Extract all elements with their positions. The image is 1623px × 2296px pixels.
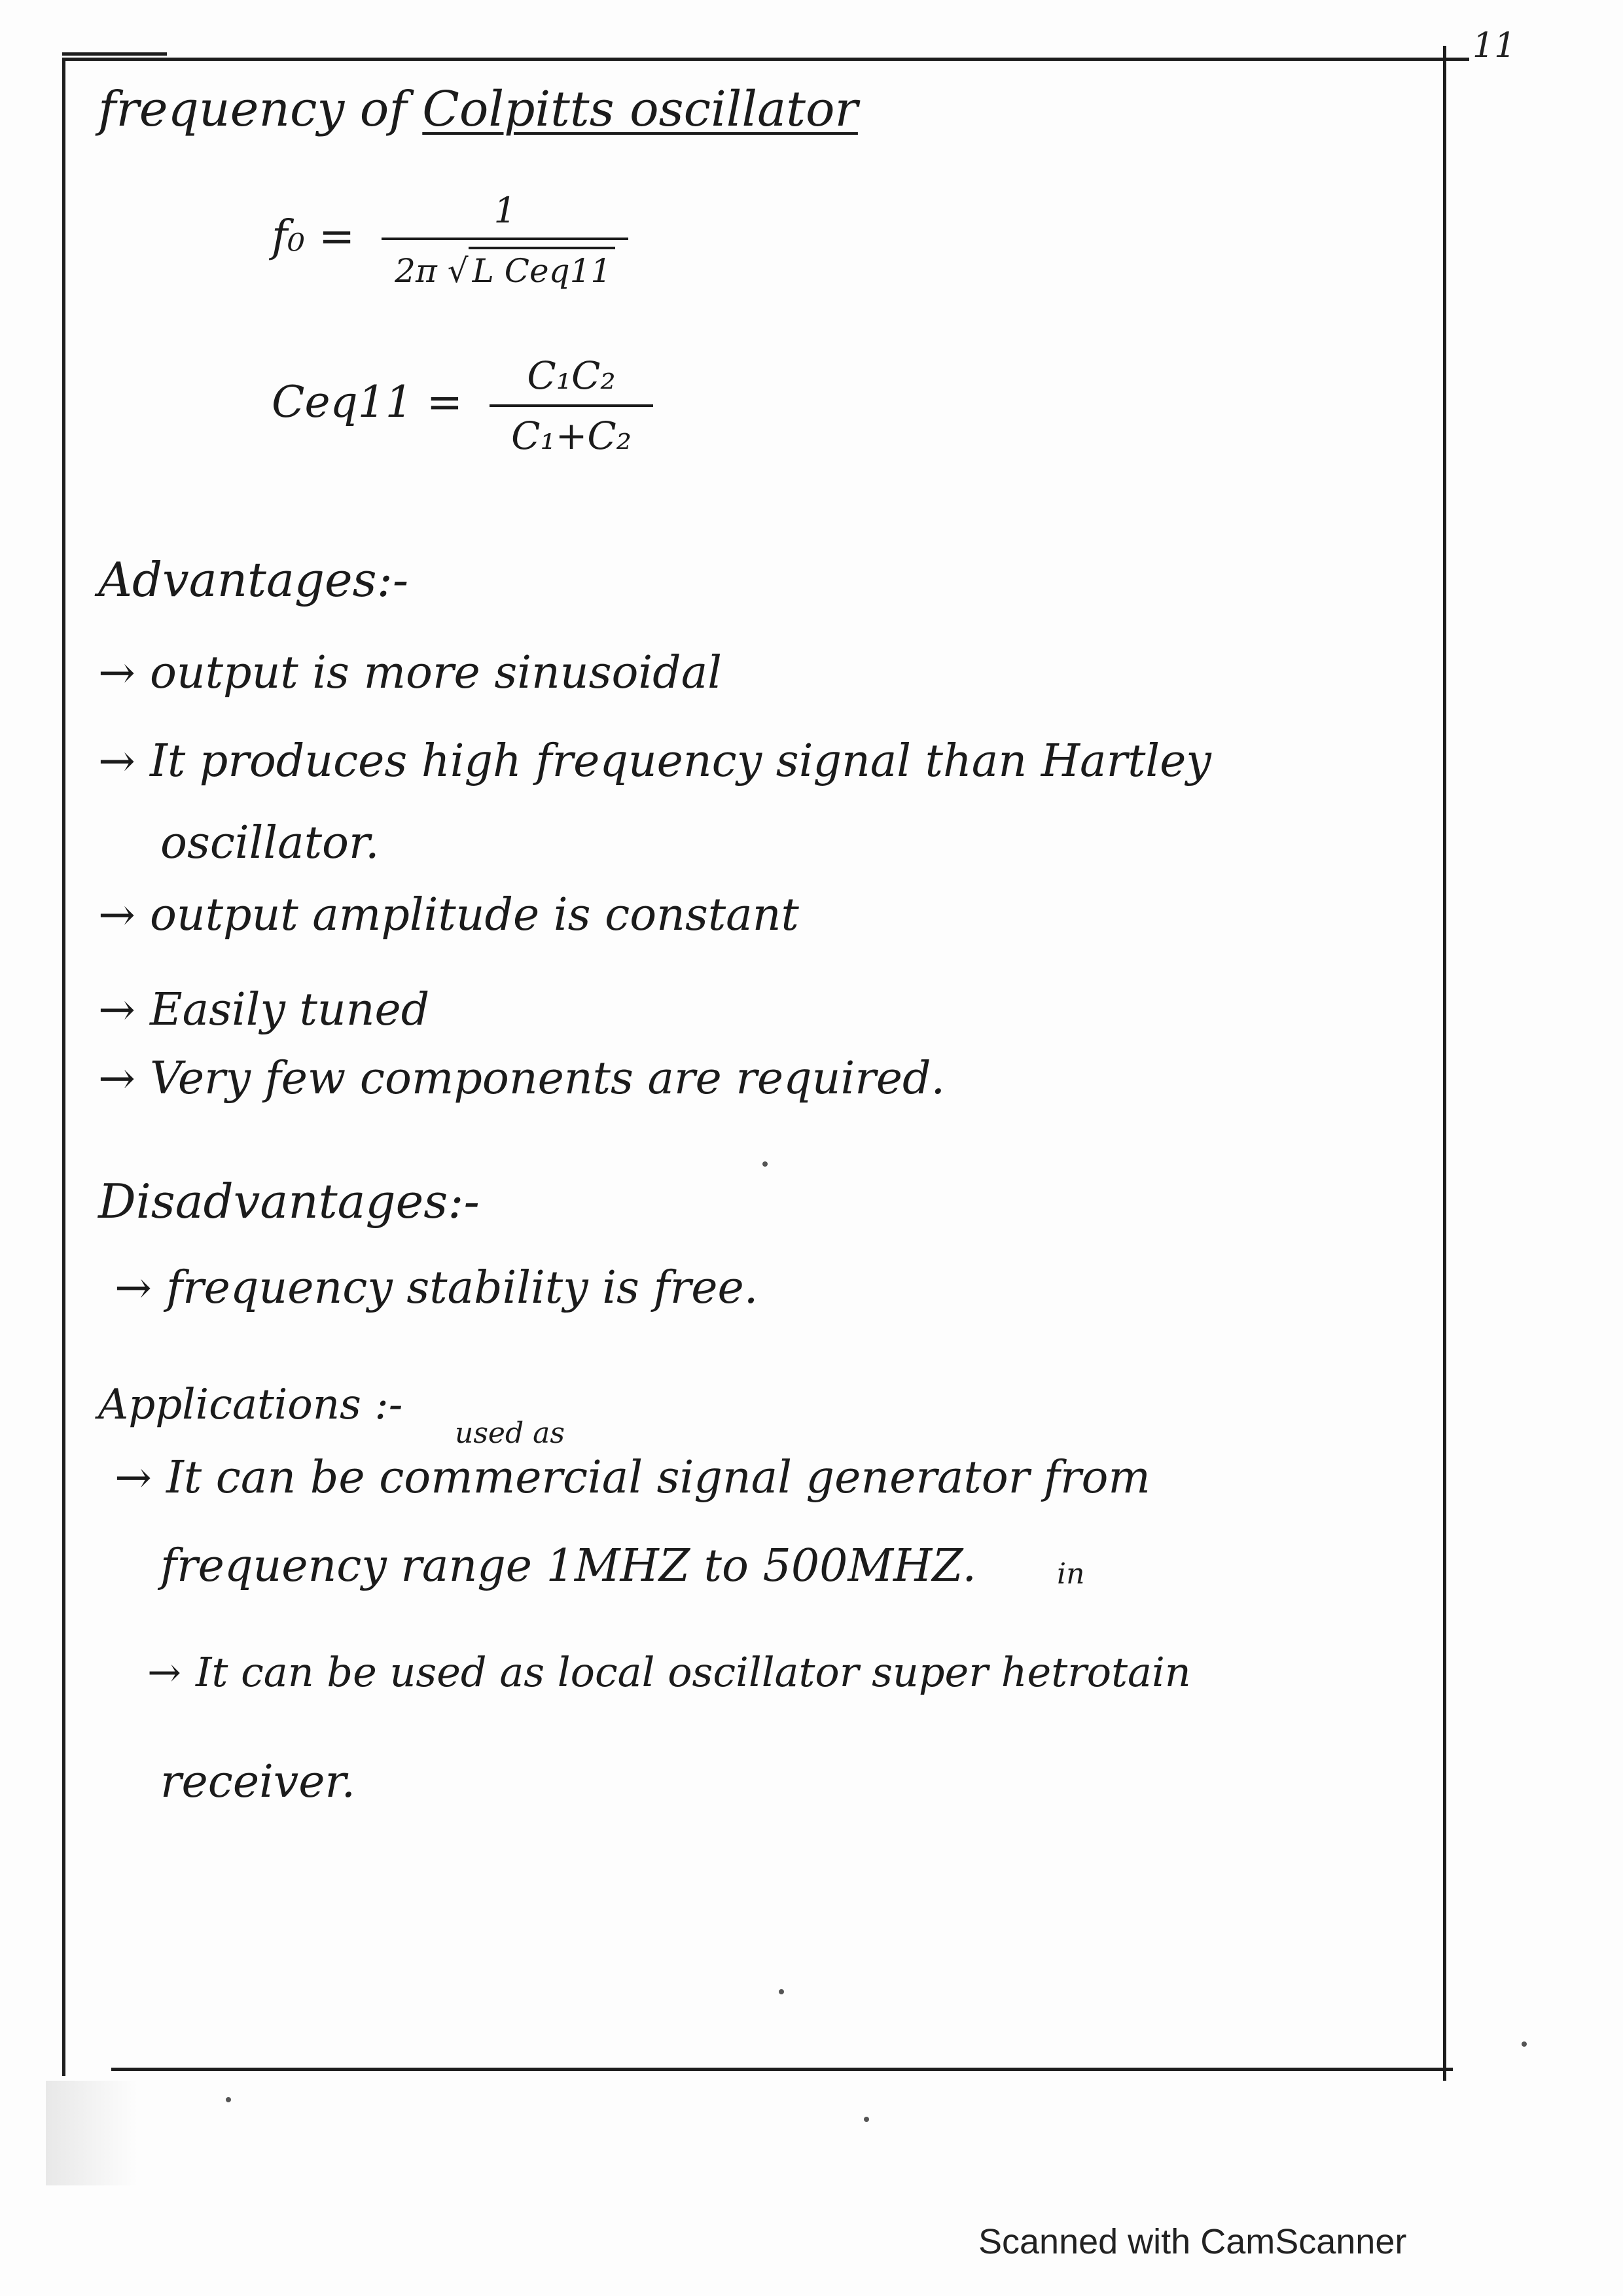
- page-border-top: [62, 58, 1469, 61]
- arrow-icon: →: [98, 647, 135, 699]
- disadvantages-title: Disadvantages:-: [98, 1174, 480, 1229]
- scan-speck: [226, 2097, 231, 2102]
- arrow-icon: →: [98, 889, 135, 941]
- formula-f0-bar: [382, 238, 628, 240]
- application-text-1: It can be commercial signal generator from: [166, 1452, 1150, 1504]
- scan-speck: [864, 2117, 869, 2122]
- advantage-item-4: [98, 984, 430, 1036]
- advantage-item-3: [98, 889, 799, 941]
- applications-title: Applications :-: [98, 1381, 403, 1429]
- insert-note-used-as: used as: [455, 1417, 565, 1450]
- application-text-3: It can be used as local oscillator super hetrotain: [195, 1648, 1191, 1696]
- insert-note-in: in: [1057, 1557, 1085, 1591]
- arrow-icon: →: [147, 1648, 181, 1696]
- page-number: 11: [1472, 26, 1516, 65]
- advantages-title: Advantages:-: [98, 552, 409, 607]
- formula-f0-radicand: L Ceq11: [469, 247, 616, 290]
- advantage-text-3: output amplitude is constant: [149, 889, 799, 941]
- formula-ceq: [272, 353, 653, 458]
- sqrt-symbol: √: [447, 252, 469, 290]
- advantage-item-1: [98, 647, 722, 699]
- arrow-icon: →: [115, 1262, 152, 1314]
- formula-f0-lhs: f₀ =: [272, 211, 355, 262]
- scan-speck: [762, 1161, 768, 1167]
- page-border-right: [1443, 46, 1446, 2081]
- arrow-icon: →: [98, 735, 135, 787]
- advantage-text-1: output is more sinusoidal: [149, 647, 722, 699]
- page-border-bottom: [111, 2068, 1453, 2071]
- advantage-item-2-cont: oscillator.: [160, 817, 380, 869]
- application-line-4: receiver.: [160, 1756, 356, 1808]
- formula-f0-den-prefix: 2π: [395, 252, 437, 290]
- formula-ceq-numerator: C₁C₂: [527, 353, 616, 398]
- scan-shadow: [46, 2081, 137, 2185]
- disadvantage-text-1: frequency stability is free.: [166, 1262, 758, 1314]
- formula-ceq-lhs: Ceq11 =: [272, 377, 463, 427]
- advantage-item-2: [98, 735, 1211, 787]
- formula-ceq-denominator: C₁+C₂: [511, 414, 632, 458]
- page-border-top-hook: [62, 52, 167, 56]
- arrow-icon: →: [98, 984, 135, 1036]
- application-line-3: [147, 1648, 1191, 1696]
- disadvantage-item-1: [115, 1262, 758, 1314]
- formula-f0-fraction: [382, 190, 628, 290]
- application-line-2: frequency range 1MHZ to 500MHZ.: [160, 1540, 976, 1592]
- camscanner-footer: Scanned with CamScanner: [978, 2222, 1407, 2261]
- application-line-1: [115, 1452, 1150, 1504]
- formula-f0-denominator: [382, 247, 628, 290]
- scan-speck: [779, 1989, 784, 1994]
- scan-speck: [1522, 2041, 1527, 2047]
- arrow-icon: →: [98, 1053, 135, 1104]
- page-heading: [98, 81, 858, 137]
- formula-f0-numerator: 1: [493, 190, 516, 231]
- advantage-text-2: It produces high frequency signal than Hartley: [149, 735, 1211, 787]
- heading-underlined: Colpitts oscillator: [422, 81, 858, 137]
- advantage-text-4: Easily tuned: [149, 984, 430, 1036]
- advantage-text-5: Very few components are required.: [149, 1053, 946, 1104]
- heading-prefix: frequency of: [98, 81, 423, 137]
- arrow-icon: →: [115, 1452, 152, 1504]
- page-border-left: [62, 58, 65, 2076]
- formula-ceq-fraction: [490, 353, 653, 458]
- formula-f0: [272, 190, 628, 290]
- formula-ceq-bar: [490, 404, 653, 407]
- advantage-item-5: [98, 1053, 946, 1104]
